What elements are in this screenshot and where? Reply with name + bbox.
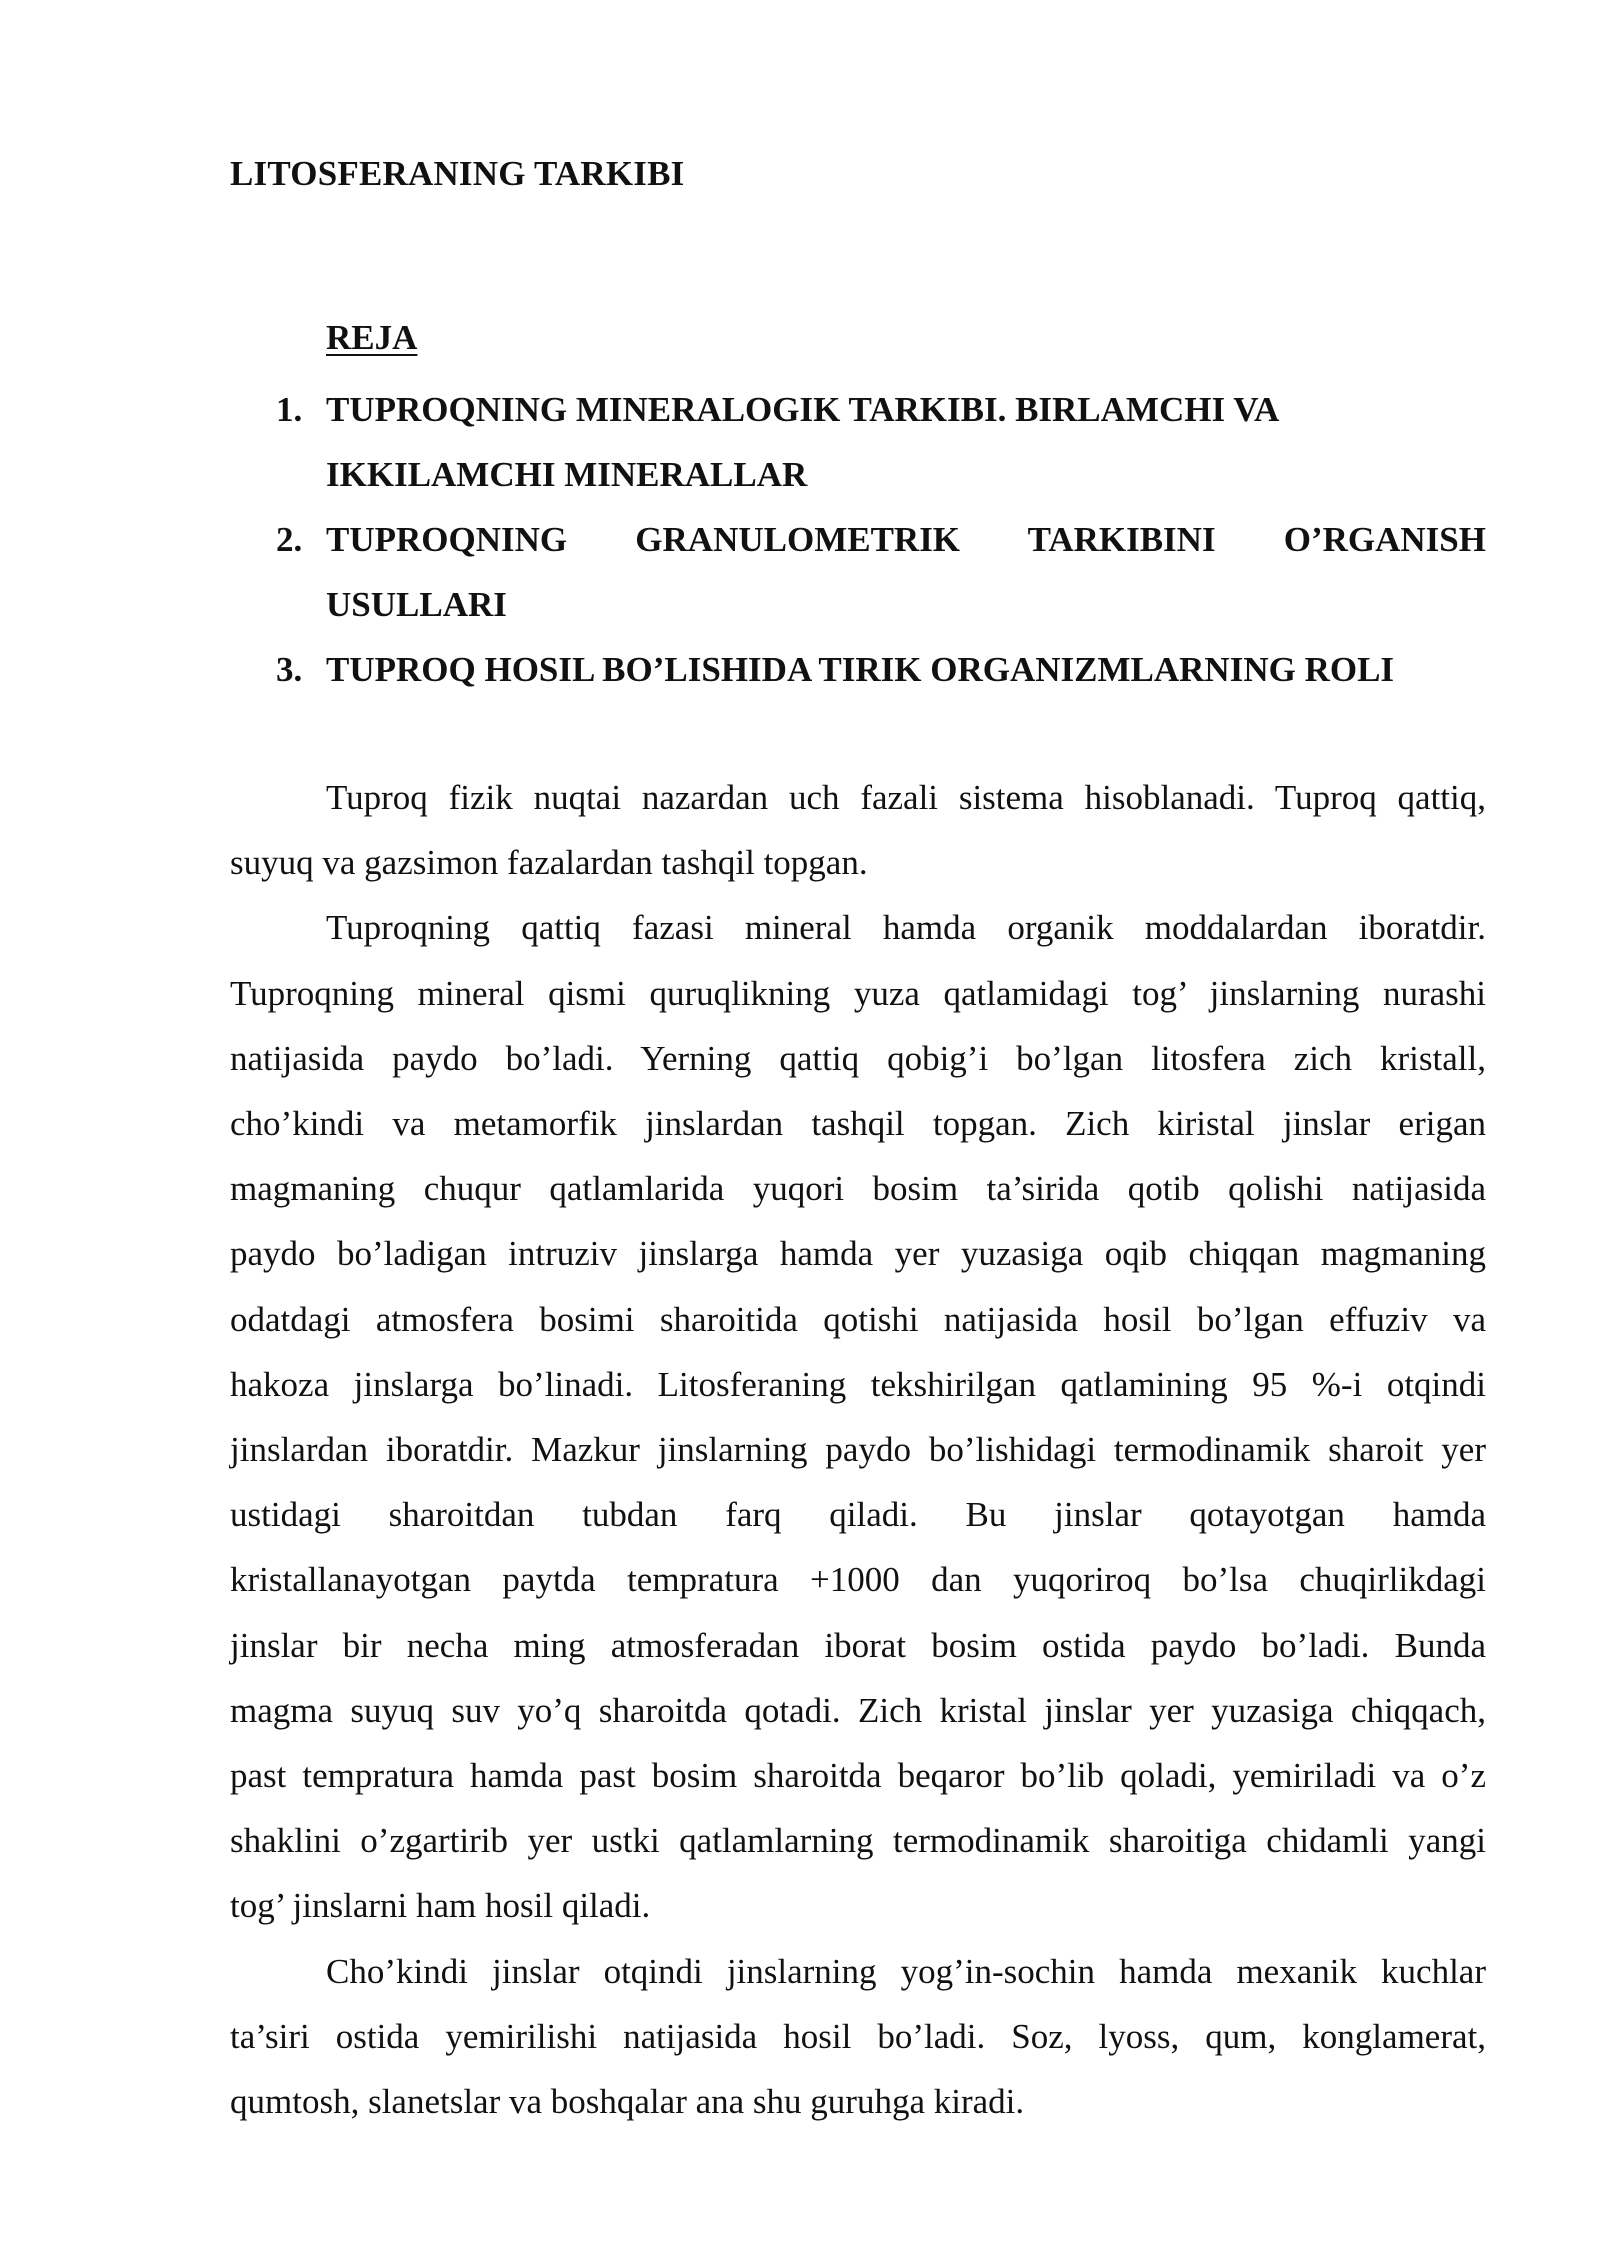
plan-item-text: TUPROQNING MINERALOGIK TARKIBI. BIRLAMCHI VA (326, 390, 1280, 429)
plan-item (276, 637, 1486, 702)
paragraph-line: qumtosh, slanetslar va boshqalar ana shu guruhga kiradi. (230, 2082, 1025, 2122)
plan-item-number: 1. (276, 390, 303, 429)
paragraph-line: suyuq va gazsimon fazalardan tashqil topgan. (230, 843, 868, 883)
paragraph-line: Tuproqning mineral qismi quruqlikning yuza qatlamidagi tog’ jinslarning nurashi (230, 973, 1486, 1013)
plan-item-text: USULLARI (326, 585, 507, 624)
plan-item-text: TUPROQ HOSIL BO’LISHIDA TIRIK ORGANIZMLARNING ROLI (326, 650, 1395, 689)
paragraph (230, 895, 1486, 1938)
paragraph-line: jinslar bir necha ming atmosferadan iborat bosim ostida paydo bo’ladi. Bunda (230, 1625, 1486, 1665)
body-text (230, 765, 1486, 2134)
paragraph-line: ustidagi sharoitdan tubdan farq qiladi. Bu jinslar qotayotgan hamda (230, 1495, 1486, 1535)
paragraph-line: paydo bo’ladigan intruziv jinslarga hamda yer yuzasiga oqib chiqqan magmaning (230, 1234, 1486, 1274)
paragraph-line: magmaning chuqur qatlamlarida yuqori bosim ta’sirida qotib qolishi natijasida (230, 1169, 1486, 1209)
paragraph-line: magma suyuq suv yo’q sharoitda qotadi. Zich kristal jinslar yer yuzasiga chiqqach, (230, 1690, 1486, 1730)
paragraph-line: Tuproq fizik nuqtai nazardan uch fazali sistema hisoblanadi. Tuproq qattiq, (326, 778, 1486, 817)
paragraph-line: cho’kindi va metamorfik jinslardan tashqil topgan. Zich kiristal jinslar erigan (230, 1104, 1486, 1144)
paragraph-line: ta’siri ostida yemirilishi natijasida hosil bo’ladi. Soz, lyoss, qum, konglamerat, (230, 2016, 1486, 2056)
paragraph-line: Tuproqning qattiq fazasi mineral hamda organik moddalardan iboratdir. (326, 908, 1486, 948)
paragraph (230, 765, 1486, 895)
paragraph (230, 1939, 1486, 2135)
plan-item-text: IKKILAMCHI MINERALLAR (326, 455, 808, 494)
paragraph-line: hakoza jinslarga bo’linadi. Litosferaning tekshirilgan qatlamining 95 %-i otqindi (230, 1364, 1486, 1404)
paragraph-line: odatdagi atmosfera bosimi sharoitida qotishi natijasida hosil bo’lgan effuziv va (230, 1299, 1486, 1339)
plan-heading: REJA (326, 318, 418, 357)
plan-item-number: 3. (276, 650, 303, 689)
paragraph-line: natijasida paydo bo’ladi. Yerning qattiq qobig’i bo’lgan litosfera zich kristall, (230, 1038, 1486, 1078)
plan-item-text: TUPROQNING GRANULOMETRIK TARKIBINI O’RGANISH (326, 520, 1486, 559)
paragraph-line: kristallanayotgan paytda tempratura +1000 dan yuqoriroq bo’lsa chuqirlikdagi (230, 1560, 1486, 1600)
document-title: LITOSFERANING TARKIBI (230, 154, 685, 193)
plan-item (276, 377, 1486, 507)
paragraph-line: jinslardan iboratdir. Mazkur jinslarning paydo bo’lishidagi termodinamik sharoit yer (230, 1430, 1486, 1470)
paragraph-line: past tempratura hamda past bosim sharoitda beqaror bo’lib qoladi, yemiriladi va o’z (230, 1756, 1486, 1796)
paragraph-line: shaklini o’zgartirib yer ustki qatlamlarning termodinamik sharoitiga chidamli yangi (230, 1821, 1486, 1861)
paragraph-line: Cho’kindi jinslar otqindi jinslarning yog’in-sochin hamda mexanik kuchlar (326, 1951, 1486, 1991)
plan-item (276, 507, 1486, 637)
paragraph-line: tog’ jinslarni ham hosil qiladi. (230, 1886, 651, 1926)
plan-item-number: 2. (276, 520, 303, 559)
plan-list (276, 377, 1486, 702)
